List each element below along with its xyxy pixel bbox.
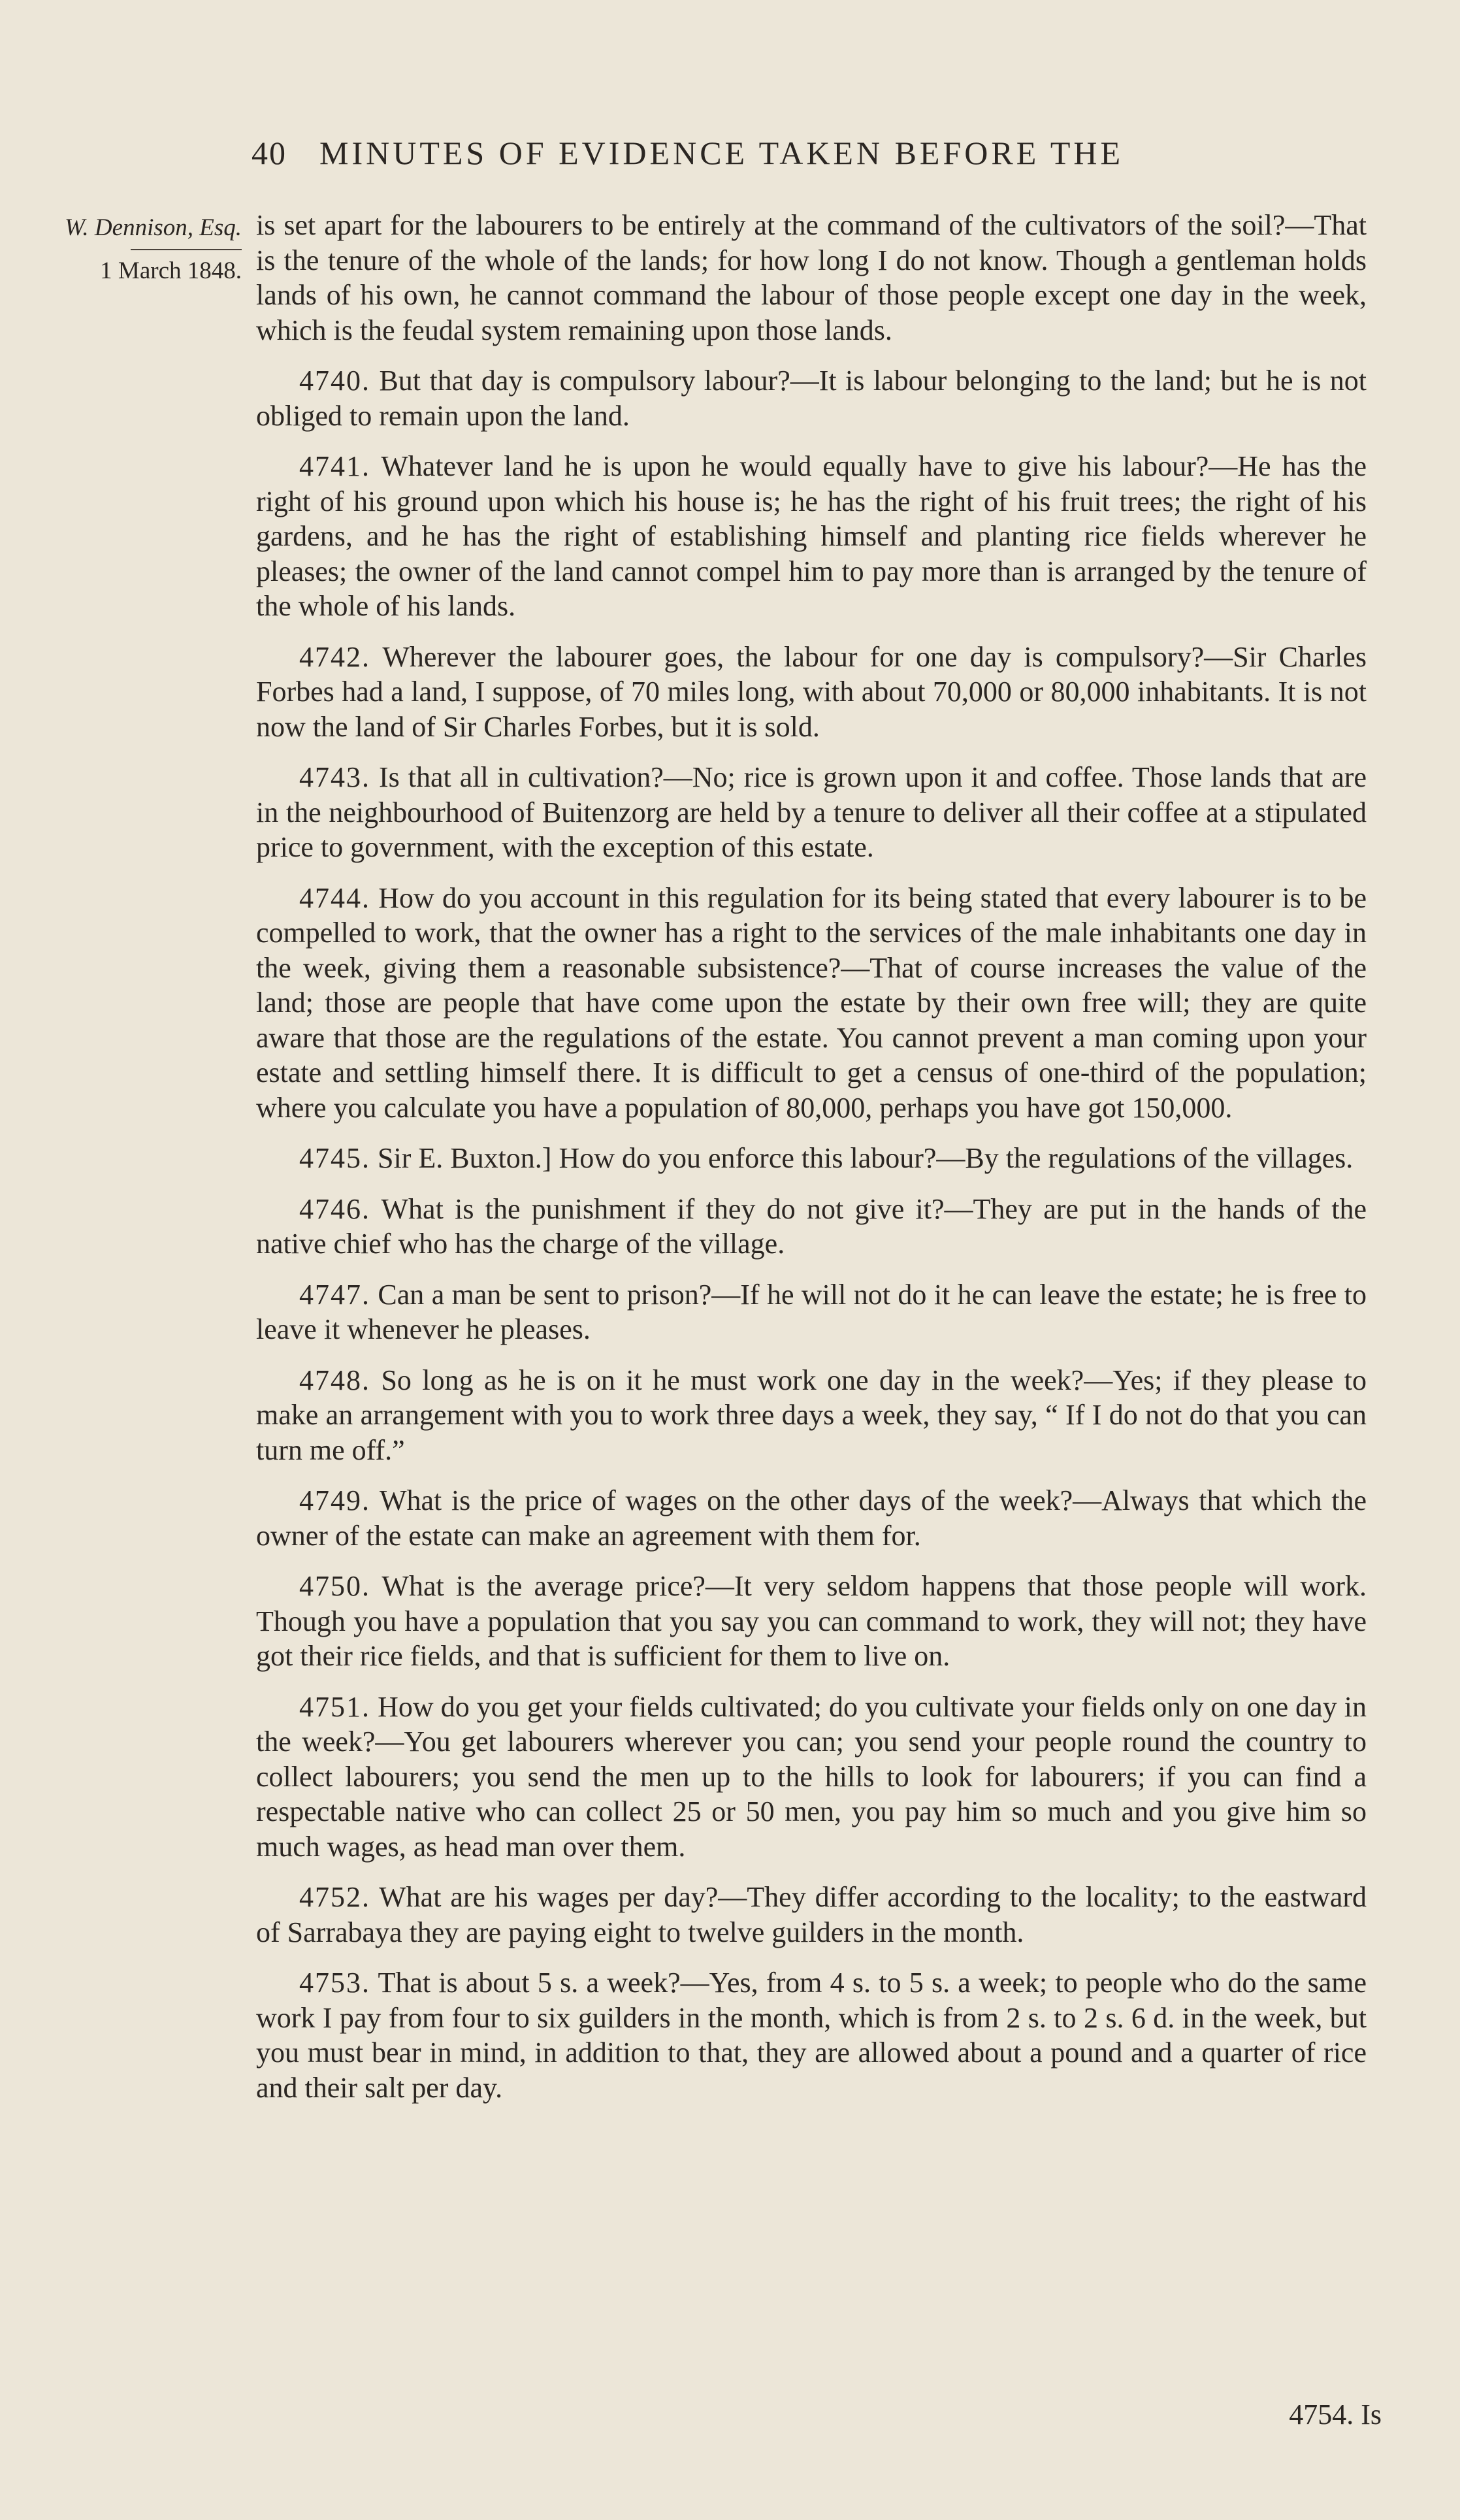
question-text: Is that all in cultivation?—No; rice is grown upon it and coffee. Those lands that are in the neighbourhood of Buitenzorg are held by a tenure to deliver all their coffee at a stipulated price to government, with the exception of this estate. [256,761,1367,863]
question-text: Whatever land he is upon he would equally have to give his labour?—He has the right of his ground upon which his house is; he has the right of his fruit trees; the right of his gardens, and he has the right of establishing himself and planting rice fields wherever he pleases; the owner of the land cannot compel him to pay more than is arranged by the tenure of the whole of his lands. [256,450,1367,622]
page-title: MINUTES OF EVIDENCE TAKEN BEFORE THE [319,135,1124,171]
question-text: That is about 5 s. a week?—Yes, from 4 s. to 5 s. a week; to people who do the same work I pay from four to six guilders in the month, which is from 2 s. to 2 s. 6 d. in the week, but you must bear in mind, in addition to that, they are allowed about a pound and a quarter of rice and their salt per day. [256,1967,1367,2104]
question-number: 4744. [299,881,370,914]
question-text: What is the price of wages on the other days of the week?—Always that which the owner of the estate can make an agreement with them for. [256,1484,1367,1552]
question-number: 4743. [299,761,370,793]
page-number: 40 [251,135,287,171]
evidence-entry [256,1277,1367,1347]
question-number: 4747. [299,1278,370,1311]
question-number: 4741. [299,450,370,482]
question-text: Wherever the labourer goes, the labour for one day is compulsory?—Sir Charles Forbes had a land, I suppose, of 70 miles long, with about 70,000 or 80,000 inhabitants. It is not now the land of Sir Charles Forbes, but it is sold. [256,640,1367,743]
evidence-entry [256,363,1367,433]
evidence-entry [256,760,1367,865]
evidence-date: 1 March 1848. [100,257,242,284]
question-number: 4752. [299,1881,370,1913]
question-text: How do you get your fields cultivated; do you cultivate your fields only on one day in the week?—You get labourers wherever you can; you send your people round the country to collect labourers; you send the men up to the hills to look for labourers; if you can find a respectable native who can collect 25 or 50 men, you pay him so much and you give him so much wages, as head man over them. [256,1690,1367,1863]
evidence-entry [256,449,1367,624]
question-number: 4740. [299,365,370,397]
question-number: 4753. [299,1967,370,1999]
question-number: 4749. [299,1484,370,1516]
question-number: 4745. [299,1142,370,1174]
question-number: 4750. [299,1570,370,1602]
witness-name: W. Dennison, Esq. [65,214,242,241]
evidence-entry [256,1363,1367,1468]
running-head [251,134,1124,172]
question-number: 4748. [299,1364,370,1396]
evidence-entry [256,881,1367,1126]
margin-note [26,212,242,287]
question-number: 4751. [299,1690,370,1723]
evidence-entry [256,1880,1367,1950]
question-number: 4746. [299,1192,370,1225]
question-text: Can a man be sent to prison?—If he will not do it he can leave the estate; he is free to leave it whenever he pleases. [256,1278,1367,1345]
question-text: But that day is compulsory labour?—It is labour belonging to the land; but he is not obliged to remain upon the land. [256,365,1367,432]
question-number: 4742. [299,640,370,673]
evidence-entry [256,1569,1367,1674]
evidence-entry [256,1965,1367,2105]
evidence-entry [256,640,1367,745]
evidence-entry [256,1141,1367,1176]
question-text: So long as he is on it he must work one day in the week?—Yes; if they please to make an arrangement with you to work three days a week, they say, “ If I do not do that you can turn me off.” [256,1364,1367,1466]
body-text [256,208,1367,2121]
catchword: 4754. Is [1289,2398,1382,2430]
evidence-entry [256,1690,1367,1865]
evidence-entry [256,1192,1367,1262]
entries-list [256,363,1367,2105]
evidence-entry [256,1483,1367,1553]
opening-paragraph: is set apart for the labourers to be entirely at the command of the cultivators of the soil?—That is the tenure of the whole of the lands; for how long I do not know. Though a gentleman holds lands of his own, he cannot command the labour of those people except one day in the week, which is the feudal system remaining upon those lands. [256,209,1367,346]
margin-rule [131,249,242,250]
question-text: What are his wages per day?—They differ according to the locality; to the eastward of Sarrabaya they are paying eight to twelve guilders in the month. [256,1881,1367,1948]
question-text: Sir E. Buxton.] How do you enforce this labour?—By the regulations of the villages. [378,1142,1354,1174]
question-text: How do you account in this regulation for its being stated that every labourer is to be compelled to work, that the owner has a right to the services of the male inhabitants one day in the week, giving them a reasonable subsistence?—That of course increases the value of the land; those are people that have come upon the estate by their own free will; they are quite aware that those are the regulations of the estate. You cannot prevent a man coming upon your estate and settling himself there. It is difficult to get a census of one-third of the population; where you calculate you have a population of 80,000, perhaps you have got 150,000. [256,881,1367,1124]
question-text: What is the punishment if they do not give it?—They are put in the hands of the native chief who has the charge of the village. [256,1192,1367,1260]
question-text: What is the average price?—It very seldom happens that those people will work. Though you have a population that you say you can command to work, they will not; they have got their rice fields, and that is sufficient for them to live on. [256,1570,1367,1672]
